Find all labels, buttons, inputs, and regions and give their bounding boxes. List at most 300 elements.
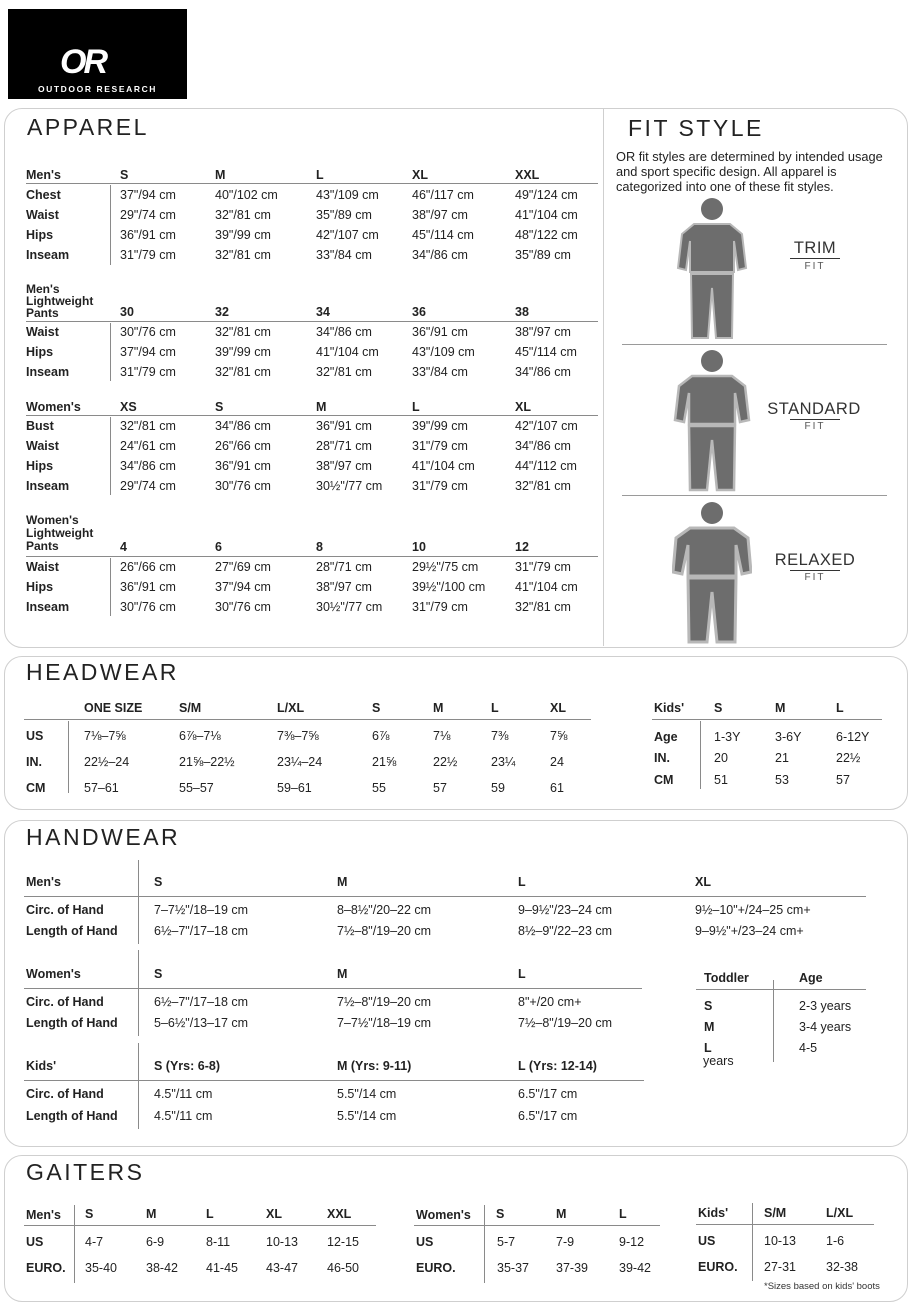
column-rule xyxy=(110,417,111,495)
table-cell: 31"/79 cm xyxy=(412,439,468,453)
size-header: XXL xyxy=(327,1207,352,1221)
size-header: L (Yrs: 12-14) xyxy=(518,1059,597,1073)
row-label: US xyxy=(26,729,44,743)
table-cell: 46-50 xyxy=(327,1261,359,1275)
table-cell: 1-6 xyxy=(826,1234,845,1248)
column-rule xyxy=(138,950,139,1036)
label-line: Men's xyxy=(26,282,60,296)
row-label: Hips xyxy=(26,459,54,473)
size-header: L xyxy=(518,967,526,981)
size-header: 34 xyxy=(316,305,330,319)
handwear-womens-label: Women's xyxy=(26,967,81,981)
table-cell: 31"/79 cm xyxy=(412,479,468,493)
size-header: S xyxy=(714,701,723,715)
table-cell: 27"/69 cm xyxy=(215,560,271,574)
table-cell: 32"/81 cm xyxy=(215,365,271,379)
table-cell: 48"/122 cm xyxy=(515,228,578,242)
size-header: M xyxy=(316,400,327,414)
size-header: L xyxy=(836,701,844,715)
table-cell: 24 xyxy=(550,755,564,769)
table-cell: 24"/61 cm xyxy=(120,439,176,453)
size-header: XL xyxy=(515,400,531,414)
table-cell: 39"/99 cm xyxy=(412,419,468,433)
row-label: CM xyxy=(654,773,674,787)
size-header: XL xyxy=(550,701,566,715)
size-header: S xyxy=(496,1207,505,1221)
size-header: M xyxy=(337,967,348,981)
row-label: Inseam xyxy=(26,248,70,262)
header-rule xyxy=(24,896,866,897)
size-header: M xyxy=(556,1207,567,1221)
table-cell: 5.5"/14 cm xyxy=(337,1087,397,1101)
size-header: M xyxy=(337,875,348,889)
table-cell: 55–57 xyxy=(179,781,214,795)
table-cell: 6.5"/17 cm xyxy=(518,1087,578,1101)
table-cell: 34"/86 cm xyxy=(515,439,571,453)
row-label: IN. xyxy=(654,751,670,765)
table-cell: 38"/97 cm xyxy=(412,208,468,222)
header-rule xyxy=(696,989,866,990)
row-label: EURO. xyxy=(26,1261,66,1275)
size-header: 36 xyxy=(412,305,426,319)
table-cell: 39-42 xyxy=(619,1261,651,1275)
trim-fit-figure xyxy=(672,196,752,341)
size-header: XL xyxy=(266,1207,282,1221)
table-cell: 8-11 xyxy=(206,1235,231,1249)
label-line: Women's xyxy=(26,513,79,527)
table-cell: 57 xyxy=(433,781,447,795)
table-cell: 32"/81 cm xyxy=(120,419,176,433)
table-cell: 23¼ xyxy=(491,755,516,769)
row-label: CM xyxy=(26,781,46,795)
column-rule xyxy=(700,721,701,789)
size-header: S/M xyxy=(764,1206,787,1220)
table-cell: 31"/79 cm xyxy=(515,560,571,574)
gaiters-kids-note: *Sizes based on kids' boots xyxy=(764,1281,880,1292)
header-rule xyxy=(652,719,882,720)
size-header: S xyxy=(372,701,381,715)
brand-logo xyxy=(8,9,187,99)
table-cell: 35-37 xyxy=(497,1261,529,1275)
fit-style-divider xyxy=(603,108,604,646)
size-header: L/XL xyxy=(826,1206,854,1220)
table-cell: 7⅜ xyxy=(491,729,509,743)
size-header: S xyxy=(154,967,163,981)
table-cell: 36"/91 cm xyxy=(120,580,176,594)
table-cell: 7-9 xyxy=(556,1235,575,1249)
size-header: XL xyxy=(695,875,711,889)
row-label: IN. xyxy=(26,755,42,769)
gaiters-mens-label: Men's xyxy=(26,1208,61,1222)
row-label: Inseam xyxy=(26,600,70,614)
column-rule xyxy=(484,1205,485,1283)
toddler-size: M xyxy=(704,1020,715,1034)
handwear-toddler-age-label: Age xyxy=(799,971,823,985)
header-rule xyxy=(24,719,591,720)
size-header: M xyxy=(215,168,226,182)
table-cell: 4-7 xyxy=(85,1235,104,1249)
table-cell: 30½"/77 cm xyxy=(316,600,383,614)
row-label: Waist xyxy=(26,560,59,574)
table-cell: 6-12Y xyxy=(836,730,870,744)
row-label: Inseam xyxy=(26,479,70,493)
table-cell: 26"/66 cm xyxy=(120,560,176,574)
table-cell: 37"/94 cm xyxy=(120,188,176,202)
table-cell: 6½–7"/17–18 cm xyxy=(154,924,249,938)
table-cell: 39½"/100 cm xyxy=(412,580,486,594)
size-header: L xyxy=(206,1207,214,1221)
table-cell: 41"/104 cm xyxy=(412,459,475,473)
row-label: Hips xyxy=(26,228,54,242)
relaxed-fit-figure xyxy=(672,500,752,645)
table-cell: 7–7½"/18–19 cm xyxy=(337,1016,432,1030)
table-cell: 38"/97 cm xyxy=(515,325,571,339)
table-cell: 32"/81 cm xyxy=(215,248,271,262)
table-cell: 6-9 xyxy=(146,1235,165,1249)
toddler-age: 2-3 years xyxy=(799,999,852,1013)
row-label: Length of Hand xyxy=(26,1109,118,1123)
table-cell: 57 xyxy=(836,773,850,787)
table-cell: 32"/81 cm xyxy=(215,208,271,222)
table-cell: 7½–8"/19–20 cm xyxy=(518,1016,613,1030)
table-cell: 36"/91 cm xyxy=(215,459,271,473)
fit-sub-relaxed: FIT xyxy=(804,572,826,583)
row-label: Bust xyxy=(26,419,54,433)
table-cell: 26"/66 cm xyxy=(215,439,271,453)
row-label: Length of Hand xyxy=(26,1016,118,1030)
table-cell: 42"/107 cm xyxy=(316,228,379,242)
logo-text: OUTDOOR RESEARCH xyxy=(37,84,158,94)
gaiters-kids-label: Kids' xyxy=(698,1206,729,1220)
size-header: L xyxy=(619,1207,627,1221)
table-cell: 37-39 xyxy=(556,1261,588,1275)
table-cell: 59–61 xyxy=(277,781,312,795)
size-header: M xyxy=(146,1207,157,1221)
gaiters-title: GAITERS xyxy=(26,1159,145,1185)
row-label: Age xyxy=(654,730,678,744)
table-cell: 36"/91 cm xyxy=(412,325,468,339)
table-cell: 33"/84 cm xyxy=(316,248,372,262)
table-cell: 37"/94 cm xyxy=(120,345,176,359)
column-rule xyxy=(138,860,139,944)
table-cell: 12-15 xyxy=(327,1235,359,1249)
table-cell: 4.5"/11 cm xyxy=(154,1109,213,1123)
size-header: M (Yrs: 9-11) xyxy=(337,1059,412,1073)
table-cell: 9–9½"/23–24 cm xyxy=(518,903,613,917)
column-rule xyxy=(138,1043,139,1129)
row-label: EURO. xyxy=(698,1260,738,1274)
row-label: US xyxy=(416,1235,434,1249)
table-cell: 34"/86 cm xyxy=(120,459,176,473)
table-cell: 28"/71 cm xyxy=(316,439,372,453)
row-label: US xyxy=(26,1235,44,1249)
table-cell: 21⅝–22½ xyxy=(179,755,235,769)
handwear-toddler-label: Toddler xyxy=(704,971,749,985)
table-cell: 30"/76 cm xyxy=(215,479,271,493)
fit-separator xyxy=(622,344,887,345)
header-rule xyxy=(26,183,598,184)
table-cell: 10-13 xyxy=(266,1235,298,1249)
table-cell: 38-42 xyxy=(146,1261,178,1275)
logo-mark: OR xyxy=(60,43,105,81)
header-rule xyxy=(26,556,598,557)
table-cell: 27-31 xyxy=(764,1260,796,1274)
table-cell: 38"/97 cm xyxy=(316,580,372,594)
label-line: Pants xyxy=(26,539,59,553)
header-rule xyxy=(24,1080,644,1081)
apparel-womens-label: Women's xyxy=(26,400,81,414)
header-rule xyxy=(24,1225,376,1226)
row-label: US xyxy=(698,1234,716,1248)
row-label: EURO. xyxy=(416,1261,456,1275)
size-header: L/XL xyxy=(277,701,305,715)
size-header: 6 xyxy=(215,540,222,554)
handwear-mens-label: Men's xyxy=(26,875,61,889)
size-header: 30 xyxy=(120,305,134,319)
table-cell: 31"/79 cm xyxy=(120,248,176,262)
table-cell: 42"/107 cm xyxy=(515,419,578,433)
table-cell: 3-6Y xyxy=(775,730,802,744)
table-cell: 6⅞ xyxy=(372,729,390,743)
label-line: Lightweight xyxy=(26,526,94,540)
size-header: S (Yrs: 6-8) xyxy=(154,1059,220,1073)
apparel-mens-label: Men's xyxy=(26,168,61,182)
row-label: Chest xyxy=(26,188,61,202)
table-cell: 9–9½"+/23–24 cm+ xyxy=(695,924,804,938)
fit-description-line: categorized into one of these fit styles. xyxy=(616,179,834,194)
fit-rule xyxy=(790,258,840,259)
table-cell: 30½"/77 cm xyxy=(316,479,383,493)
fit-label-trim: TRIM xyxy=(793,239,837,257)
table-cell: 29½"/75 cm xyxy=(412,560,479,574)
table-cell: 49"/124 cm xyxy=(515,188,578,202)
toddler-size: S xyxy=(704,999,713,1013)
header-rule xyxy=(414,1225,660,1226)
table-cell: 32-38 xyxy=(826,1260,858,1274)
toddler-age: 3-4 years xyxy=(799,1020,852,1034)
table-cell: 53 xyxy=(775,773,789,787)
fit-separator xyxy=(622,495,887,496)
size-header: L xyxy=(412,400,420,414)
table-cell: 30"/76 cm xyxy=(120,600,176,614)
row-label: Circ. of Hand xyxy=(26,903,104,917)
table-cell: 32"/81 cm xyxy=(316,365,372,379)
apparel-mens-light-label xyxy=(26,283,93,319)
column-rule xyxy=(110,185,111,265)
table-cell: 32"/81 cm xyxy=(215,325,271,339)
table-cell: 34"/86 cm xyxy=(316,325,372,339)
table-cell: 39"/99 cm xyxy=(215,228,271,242)
table-cell: 45"/114 cm xyxy=(515,345,577,359)
table-cell: 41"/104 cm xyxy=(515,580,578,594)
size-header: 8 xyxy=(316,540,323,554)
table-cell: 7–7½"/18–19 cm xyxy=(154,903,249,917)
table-cell: 8"+/20 cm+ xyxy=(518,995,582,1009)
table-cell: 55 xyxy=(372,781,386,795)
fit-label-relaxed: RELAXED xyxy=(774,551,856,569)
table-cell: 34"/86 cm xyxy=(515,365,571,379)
table-cell: 6⅞–7⅛ xyxy=(179,729,221,743)
size-header: 38 xyxy=(515,305,529,319)
table-cell: 37"/94 cm xyxy=(215,580,271,594)
table-cell: 28"/71 cm xyxy=(316,560,372,574)
size-header: 10 xyxy=(412,540,426,554)
table-cell: 9-12 xyxy=(619,1235,645,1249)
table-cell: 22½ xyxy=(433,755,458,769)
table-cell: 7⅛ xyxy=(433,729,451,743)
table-cell: 32"/81 cm xyxy=(515,479,571,493)
headwear-title: HEADWEAR xyxy=(26,659,179,685)
table-cell: 7½–8"/19–20 cm xyxy=(337,995,432,1009)
size-header: M xyxy=(775,701,786,715)
header-rule xyxy=(24,988,642,989)
table-cell: 41-45 xyxy=(206,1261,238,1275)
size-header: S xyxy=(85,1207,94,1221)
table-cell: 5-7 xyxy=(497,1235,516,1249)
row-label: Inseam xyxy=(26,365,70,379)
label-line: Lightweight xyxy=(26,294,94,308)
table-cell: 46"/117 cm xyxy=(412,188,474,202)
table-cell: 35"/89 cm xyxy=(515,248,571,262)
table-cell: 21⅝ xyxy=(372,755,397,769)
row-label: Waist xyxy=(26,325,59,339)
label-line: Pants xyxy=(26,306,59,320)
fit-rule xyxy=(790,570,840,571)
table-cell: 39"/99 cm xyxy=(215,345,271,359)
header-rule xyxy=(26,415,598,416)
table-cell: 34"/86 cm xyxy=(215,419,271,433)
column-rule xyxy=(110,323,111,381)
headwear-kids-label: Kids' xyxy=(654,701,685,715)
table-cell: 32"/81 cm xyxy=(515,600,571,614)
fit-description-line: and sport specific design. All apparel is xyxy=(616,164,837,179)
size-header: S xyxy=(120,168,129,182)
size-header: S xyxy=(215,400,224,414)
apparel-womens-light-label xyxy=(26,514,93,553)
table-cell: 41"/104 cm xyxy=(316,345,379,359)
table-cell: 41"/104 cm xyxy=(515,208,578,222)
table-cell: 40"/102 cm xyxy=(215,188,278,202)
size-header: ONE SIZE xyxy=(84,701,143,715)
table-cell: 44"/112 cm xyxy=(515,459,577,473)
apparel-title: APPAREL xyxy=(27,114,149,140)
fit-label-standard: STANDARD xyxy=(767,400,861,418)
table-cell: 61 xyxy=(550,781,564,795)
row-label: Waist xyxy=(26,208,59,222)
table-cell: 5–6½"/13–17 cm xyxy=(154,1016,249,1030)
column-rule xyxy=(752,1203,753,1281)
column-rule xyxy=(773,980,774,1062)
handwear-title: HANDWEAR xyxy=(26,824,181,850)
table-cell: 45"/114 cm xyxy=(412,228,474,242)
table-cell: 33"/84 cm xyxy=(412,365,468,379)
table-cell: 6.5"/17 cm xyxy=(518,1109,578,1123)
size-header: 4 xyxy=(120,540,127,554)
table-cell: 7⅛–7⅝ xyxy=(84,729,126,743)
size-header: 12 xyxy=(515,540,529,554)
header-rule xyxy=(696,1224,874,1225)
table-cell: 8½–9"/22–23 cm xyxy=(518,924,613,938)
table-cell: 36"/91 cm xyxy=(120,228,176,242)
table-cell: 38"/97 cm xyxy=(316,459,372,473)
table-cell: 4.5"/11 cm xyxy=(154,1087,213,1101)
table-cell: 36"/91 cm xyxy=(316,419,372,433)
size-header: XL xyxy=(412,168,428,182)
gaiters-womens-label: Women's xyxy=(416,1208,471,1222)
table-cell: 30"/76 cm xyxy=(215,600,271,614)
size-header: L xyxy=(316,168,324,182)
column-rule xyxy=(68,721,69,793)
row-label: Waist xyxy=(26,439,59,453)
size-header: S xyxy=(154,875,163,889)
table-cell: 8–8½"/20–22 cm xyxy=(337,903,432,917)
column-rule xyxy=(110,558,111,616)
fit-style-title: FIT STYLE xyxy=(628,115,764,141)
row-label: Length of Hand xyxy=(26,924,118,938)
table-cell: 7⅜–7⅝ xyxy=(277,729,319,743)
size-header: L xyxy=(518,875,526,889)
table-cell: 22½–24 xyxy=(84,755,130,769)
table-cell: 35-40 xyxy=(85,1261,117,1275)
toddler-age-extra: years xyxy=(703,1054,734,1068)
row-label: Circ. of Hand xyxy=(26,1087,104,1101)
table-cell: 7½–8"/19–20 cm xyxy=(337,924,432,938)
table-cell: 34"/86 cm xyxy=(412,248,468,262)
table-cell: 9½–10"+/24–25 cm+ xyxy=(695,903,811,917)
handwear-kids-label: Kids' xyxy=(26,1059,57,1073)
row-label: Hips xyxy=(26,580,54,594)
row-label: Circ. of Hand xyxy=(26,995,104,1009)
size-header: 32 xyxy=(215,305,229,319)
table-cell: 35"/89 cm xyxy=(316,208,372,222)
table-cell: 7⅝ xyxy=(550,729,568,743)
table-cell: 31"/79 cm xyxy=(412,600,468,614)
table-cell: 43"/109 cm xyxy=(412,345,475,359)
table-cell: 29"/74 cm xyxy=(120,208,176,222)
table-cell: 5.5"/14 cm xyxy=(337,1109,397,1123)
toddler-age: 4-5 xyxy=(799,1041,818,1055)
table-cell: 23¼–24 xyxy=(277,755,323,769)
fit-sub-trim: FIT xyxy=(804,261,826,272)
fit-rule xyxy=(790,419,840,420)
fit-description-line: OR fit styles are determined by intended usage xyxy=(616,149,883,164)
table-cell: 20 xyxy=(714,751,728,765)
table-cell: 59 xyxy=(491,781,505,795)
table-cell: 51 xyxy=(714,773,728,787)
size-header: XXL xyxy=(515,168,540,182)
table-cell: 6½–7"/17–18 cm xyxy=(154,995,249,1009)
table-cell: 30"/76 cm xyxy=(120,325,176,339)
size-header: M xyxy=(433,701,444,715)
size-header: S/M xyxy=(179,701,202,715)
size-header: XS xyxy=(120,400,137,414)
table-cell: 43-47 xyxy=(266,1261,298,1275)
toddler-size: L xyxy=(704,1041,712,1055)
fit-description xyxy=(616,149,883,194)
table-cell: 57–61 xyxy=(84,781,119,795)
size-header: L xyxy=(491,701,499,715)
fit-sub-standard: FIT xyxy=(804,421,826,432)
table-cell: 21 xyxy=(775,751,789,765)
table-cell: 10-13 xyxy=(764,1234,796,1248)
row-label: Hips xyxy=(26,345,54,359)
standard-fit-figure xyxy=(672,348,752,493)
table-cell: 29"/74 cm xyxy=(120,479,176,493)
column-rule xyxy=(74,1205,75,1283)
table-cell: 1-3Y xyxy=(714,730,741,744)
table-cell: 31"/79 cm xyxy=(120,365,176,379)
table-cell: 22½ xyxy=(836,751,861,765)
